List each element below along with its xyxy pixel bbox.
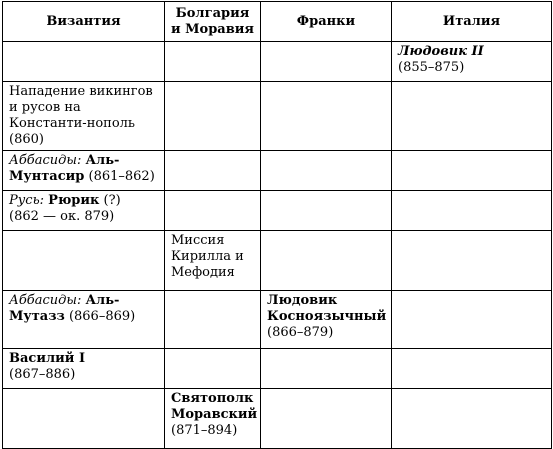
event-text: Миссия Кирилла и Мефодия: [171, 233, 244, 280]
ruler-name: Аль-Мунтасир: [9, 153, 120, 184]
header-vizantia: Византия: [3, 2, 165, 42]
ruler-name: Людовик II: [398, 44, 484, 59]
cell-vizantia: [3, 291, 165, 349]
ruler-years: (855–875): [398, 60, 465, 75]
cell-franki: [261, 291, 392, 349]
ruler-prefix: Аббасиды:: [9, 153, 82, 168]
cell-italia: [392, 42, 552, 82]
cell-franki: [261, 231, 392, 291]
cell-italia: [392, 349, 552, 389]
cell-franki: [261, 151, 392, 191]
ruler-name: Святополк Моравский: [171, 391, 258, 422]
ruler-name: Аль-Мутазз: [9, 293, 120, 324]
cell-franki: [261, 389, 392, 449]
cell-vizantia: [3, 349, 165, 389]
cell-franki: [261, 349, 392, 389]
header-bolgaria: [165, 2, 261, 42]
table-row: [3, 82, 552, 151]
table-row: [3, 231, 552, 291]
ruler-prefix: Русь:: [9, 193, 45, 208]
cell-bolgaria: [165, 291, 261, 349]
table-row: [3, 389, 552, 449]
cell-franki: [261, 42, 392, 82]
table-row: [3, 42, 552, 82]
cell-bolgaria: [165, 389, 261, 449]
cell-italia: [392, 231, 552, 291]
ruler-name: Василий I: [9, 351, 86, 366]
ruler-name: Рюрик: [48, 193, 100, 208]
ruler-name: Людовик Косноязычный: [267, 293, 387, 324]
event-text: Нападение викингов и русов на Константи-нополь (860): [9, 84, 153, 147]
table-row: [3, 349, 552, 389]
cell-bolgaria: [165, 82, 261, 151]
cell-bolgaria: [165, 151, 261, 191]
header-italia: Италия: [392, 2, 552, 42]
ruler-prefix: Аббасиды:: [9, 293, 82, 308]
cell-vizantia: [3, 42, 165, 82]
table-row: [3, 151, 552, 191]
table-row: [3, 191, 552, 231]
cell-franki: [261, 191, 392, 231]
cell-italia: [392, 291, 552, 349]
ruler-years: (871–894): [171, 423, 238, 438]
cell-vizantia: [3, 151, 165, 191]
header-bolgaria-text: Болгария и Моравия: [170, 5, 255, 37]
cell-bolgaria: [165, 349, 261, 389]
cell-vizantia: [3, 191, 165, 231]
cell-italia: [392, 151, 552, 191]
ruler-years: (862 — ок. 879): [9, 209, 115, 224]
ruler-years: (866–869): [68, 309, 136, 324]
cell-vizantia: [3, 82, 165, 151]
header-franki: Франки: [261, 2, 392, 42]
cell-vizantia: [3, 389, 165, 449]
ruler-years: (866–879): [267, 325, 334, 340]
cell-italia: [392, 82, 552, 151]
cell-bolgaria: [165, 231, 261, 291]
cell-vizantia: [3, 231, 165, 291]
history-table: [2, 1, 552, 449]
ruler-suffix: (?): [103, 193, 121, 208]
cell-italia: [392, 191, 552, 231]
table-row: [3, 291, 552, 349]
cell-bolgaria: [165, 191, 261, 231]
cell-franki: [261, 82, 392, 151]
ruler-years: (867–886): [9, 367, 76, 382]
cell-bolgaria: [165, 42, 261, 82]
ruler-years: (861–862): [88, 169, 155, 184]
cell-italia: [392, 389, 552, 449]
header-row: [3, 2, 552, 42]
